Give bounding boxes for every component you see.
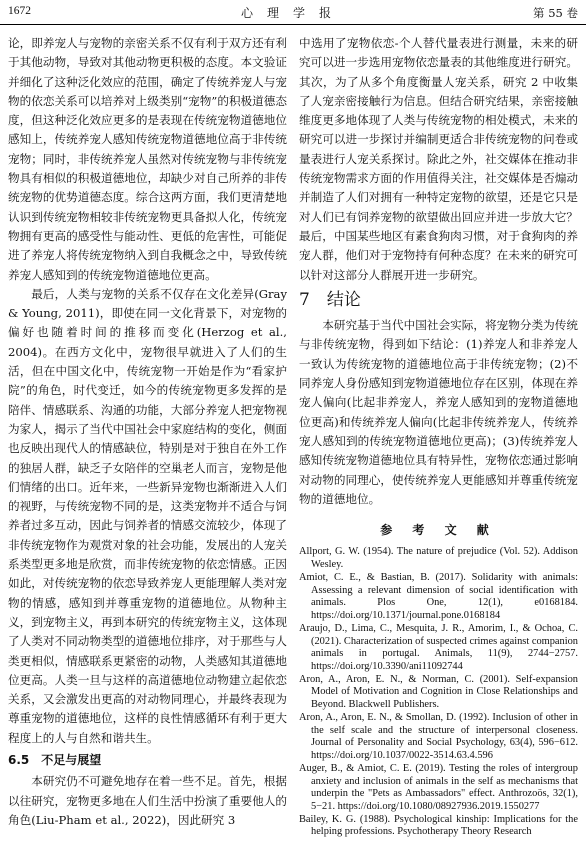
references-title: 参 考 文 献: [380, 523, 497, 538]
reference-item: Allport, G. W. (1954). The nature of prejudice (Vol. 52). Addison Wesley.: [299, 546, 578, 571]
volume-label: 第 55 卷: [533, 6, 578, 20]
reference-item: Bailey, K. G. (1988). Psychological kinship: Implications for the helping professions. Psychotherapy Theory Research: [299, 813, 578, 838]
paragraph: 论，即养宠人与宠物的亲密关系不仅有利于双方还有利于其他动物，导致对其他动物更积极的态度。本文验证并细化了这种泛化效应的范围，确定了传统养宠人与宠物的依恋关系可以培养对上级类别“宠物”的积极道德态度，但这种泛化效应更多的是表现在传统宠物道德地位感知上，传统养宠人感知传统宠物道德地位高于非传统宠物；同时，非传统养宠人虽然对传统宠物与非传统宠物具有相似的积极道德地位，却缺少对自己所养的非传统宠物的优势道德态度。综合这两方面，我们更清楚地认识到传统宠物相较非传统宠物更具备拟人化，传统宠物拥有更高的感受性与能动性、更低的危害性，可能促进了养宠人将传统宠物纳入到自我概念之中，导致传统养宠人感知到的传统宠物道德地位更高。: [8, 36, 287, 282]
subsection-heading: 6.5 不足与展望: [8, 752, 102, 767]
paragraph: 中选用了宠物依恋-个人替代量表进行测量，未来的研究可以进一步选用宠物依恋量表的其他维度进行研究。其次，为了从多个角度衡量人宠关系，研究 2 中收集了人宠亲密接触行为信息。但结合研究结果，亲密接触维度更多地体现了人类与传统宠物的相处模式，未来的研究可以进一步探讨并编制更适合非传统宠物的问卷或量表进行人宠关系探讨。除此之外，社交媒体在推动非传统宠物需求方面的作用值得关注，社交媒体是否煽动并制造了人们对拥有一种特定宠物的欲望，还是它只是对人们已有饲养宠物的欲望做出回应并进一步放大它？最后，中国某些地区有素食狗肉习惯，对于食狗肉的养宠人群，他们对于宠物持有何种态度？在未来的研究可以针对这部分人群展开进一步研究。: [299, 36, 578, 282]
paragraph: 本研究仍不可避免地存在着一些不足。首先，根据以往研究，宠物更多地在人们生活中扮演了重要他人的角色(Liu-Pham et al., 2022)，因此研究 3: [8, 774, 287, 827]
reference-item: Aron, A., Aron, E. N., & Smollan, D. (1992). Inclusion of other in the self scale and the structure of interpersonal closeness. Journal of Personality and Social Psychology, 63(4), 596−612. https://doi.org/10.1037/0022-3514.63.4.596: [299, 712, 578, 761]
reference-item: Auger, B., & Amiot, C. E. (2019). Testing the roles of intergroup anxiety and inclusion of animals in the self as mechanisms that underpin the "Pets as Ambassadors" effect. Anthrozoös, 32(1), 5−21. https://doi.org/10.1080/08927936.2019.1550277: [299, 763, 578, 812]
running-header: [0, 0, 586, 25]
right-column: [299, 34, 578, 840]
reference-item: Amiot, C. E., & Bastian, B. (2017). Solidarity with animals: Assessing a relevant dimension of social identification with animals. Plos One, 12(1), e0168184. https://doi.org/10.1371/journal.pone.0168184: [299, 572, 578, 621]
reference-item: Araujo, D., Lima, C., Mesquita, J. R., Amorim, I., & Ochoa, C. (2021). Characterization of suspected crimes against companion animals in portugal. Animals, 11(9), 2744−2757. https://doi.org/10.3390/ani11092744: [299, 622, 578, 672]
page-number: 1672: [8, 5, 31, 17]
paragraph: 本研究基于当代中国社会实际，将宠物分类为传统与非传统宠物，得到如下结论：(1)养宠人和非养宠人一致认为传统宠物的道德地位高于非传统宠物；(2)不同养宠人身份感知到宠物道德地位存在区别，体现在养宠人偏向(比起非养宠人，养宠人感知到的宠物道德地位更高)和传统养宠人偏向(比起非传统养宠人，传统养宠人感知到的传统宠物道德地位更高)；(3)传统养宠人感知传统宠物道德地位具有特异性，宠物依恋通过影响对动物的同理心，使传统养宠人更能感知并尊重传统宠物的道德地位。: [299, 318, 578, 506]
reference-list: [299, 546, 578, 839]
paragraph: 最后，人类与宠物的关系不仅存在文化差异(Gray & Young, 2011)，即使在同一文化背景下，对宠物的偏好也随着时间的推移而变化(Herzog et al., 2004)。在西方文化中，宠物很早就进入了人们的生活，但在中国文化中，传统宠物一开始是作为“看家护院”的角色，时代变迁，如今的传统宠物更多发挥的是陪伴、情感联系、沟通的功能，大部分养宠人把宠物视为家人，揭示了当代中国社会中家庭结构的变化，侧面也反映出现代人的情感缺位，特别是对于独自在外工作的独居人群，缺乏子女陪伴的空巢老人而言，宠物是他们情绪的出口。近年来，一些新异宠物也渐渐进入人们的视野，与传统宠物不同的是，这类宠物并不适合与饲养者过多互动，因此与饲养者的情感交流较少，体现了非传统宠物作为观赏对象的社会功能，发展出的人宠关系类型更多地是欣赏，而非传统宠物的依恋情感。正因如此，对传统宠物的依恋导致养宠人更能理解人类对宠物的情感，感知到并尊重宠物的道德地位。从物种主义，到宠物主义，再到本研究的传统宠物主义，这体现了人类对不同动物类型的道德地位排序，对于那些与人类更相似，情感联系更紧密的动物，人类感知其道德地位更高。人类一旦与这样的高道德地位动物建立起依恋关系，又会激发出更高的对动物同理心，并最终表现为尊重宠物的道德地位，这样的良性情感循环有利于更大程度上的人与自然和谐共生。: [8, 286, 287, 745]
left-column: [8, 34, 287, 830]
reference-item: Aron, A., Aron, E. N., & Norman, C. (2001). Self-expansion Model of Motivation and Cognition in Close Relationships and Beyond. Blackwell Publishers.: [299, 673, 578, 711]
section-heading: 7 结论: [299, 289, 361, 310]
journal-title: 心理学报: [240, 6, 345, 20]
